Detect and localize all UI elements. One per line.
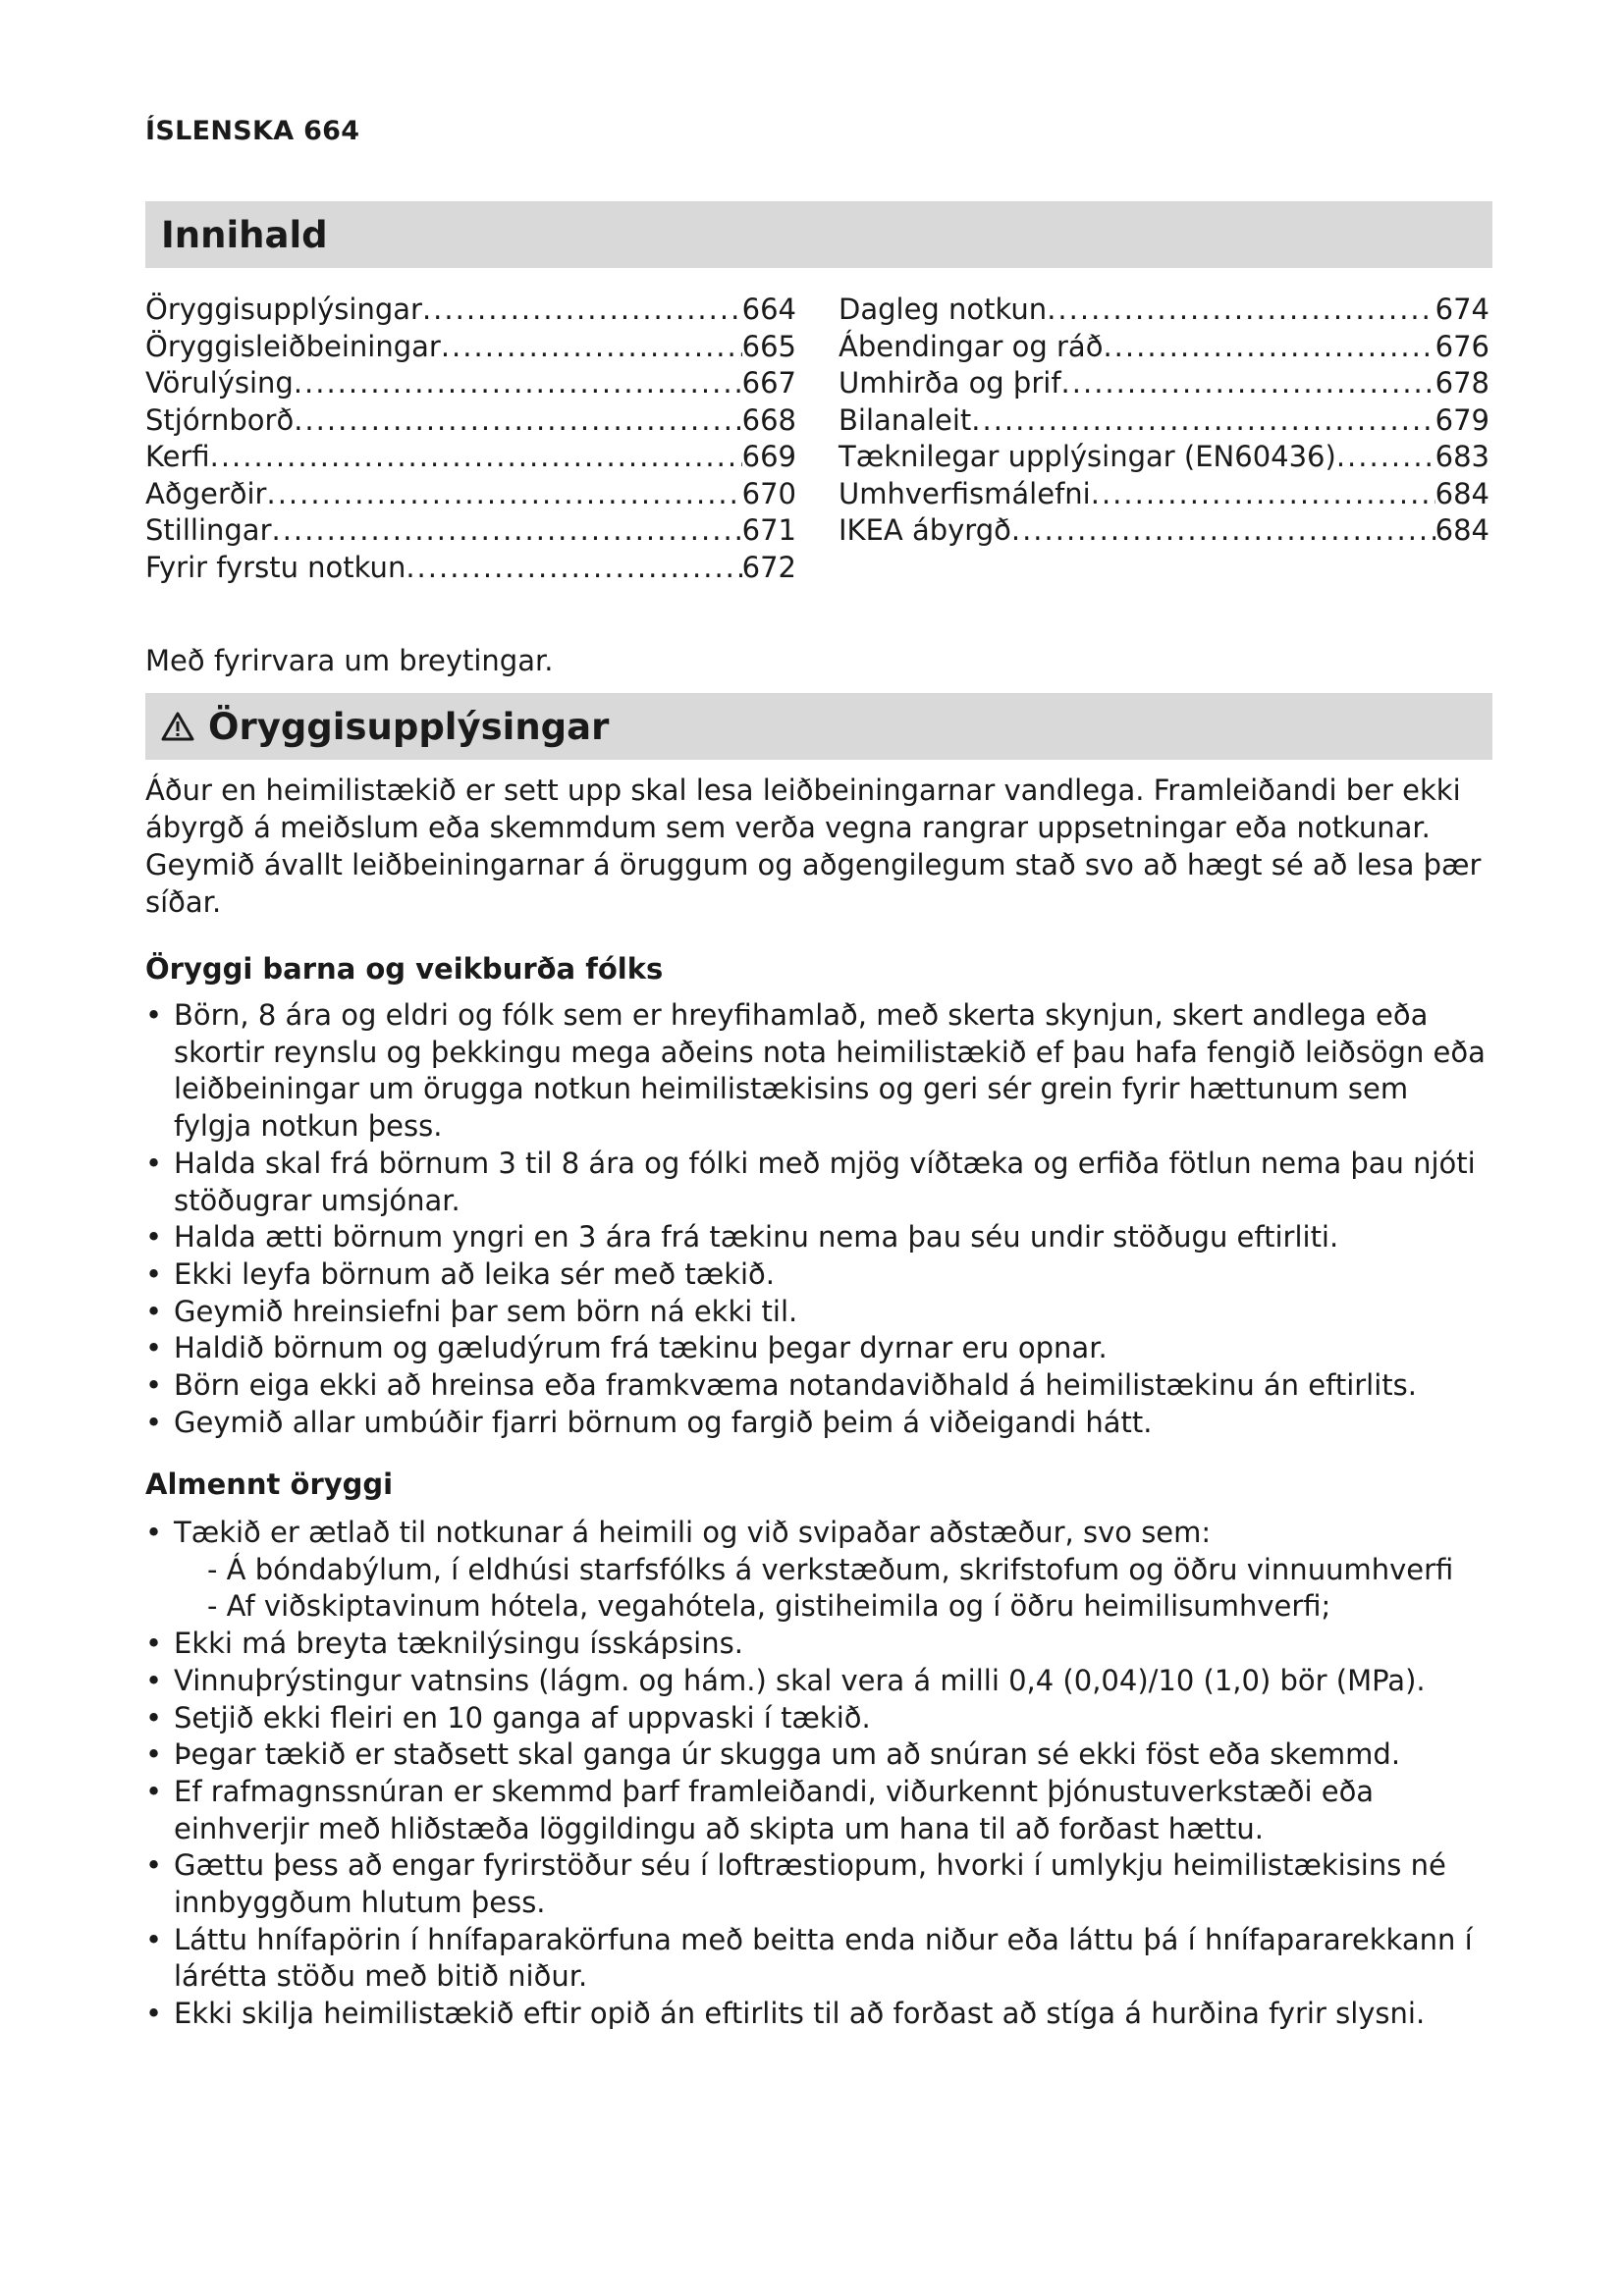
bullet-icon: •: [145, 1627, 163, 1661]
bullet-icon: •: [145, 1220, 163, 1255]
toc-entry[interactable]: [839, 512, 1489, 550]
toc-entry-title: Vörulýsing: [145, 366, 294, 400]
list-sub-item: - Af viðskiptavinum hótela, vegahótela, gistiheimila og í öðru heimilisumhverfi;: [207, 1589, 1331, 1624]
bullet-icon: •: [145, 1774, 163, 1808]
bullet-icon: •: [145, 1256, 163, 1291]
toc-entry[interactable]: [145, 402, 796, 440]
toc-entry-page: 669: [741, 440, 796, 473]
toc-entry-page: 671: [741, 513, 796, 547]
toc-leader-dots: [1103, 329, 1435, 366]
toc-leader-dots: [1336, 439, 1435, 476]
toc-leader-dots: [1091, 476, 1435, 513]
toc-entry-title: Fyrir fyrstu notkun: [145, 550, 406, 584]
toc-entry-page: 667: [741, 366, 796, 400]
toc-entry[interactable]: [145, 329, 796, 366]
bullet-icon: •: [145, 998, 163, 1032]
list-item: [145, 1330, 1492, 1367]
toc-entry-page: 672: [741, 550, 796, 584]
safety-title: Öryggisupplýsingar: [208, 705, 610, 748]
list-item-text: Ekki skilja heimilistækið eftir opið án eftirlits til að forðast að stíga á hurðina fyrir slysni.: [174, 1997, 1426, 2031]
toc-entry[interactable]: [145, 512, 796, 550]
toc-leader-dots: [210, 439, 742, 476]
bullet-icon: •: [145, 1700, 163, 1735]
toc-entry[interactable]: [839, 292, 1489, 329]
list-item: [145, 1219, 1492, 1256]
toc-leader-dots: [406, 550, 741, 587]
toc-entry-title: Stjórnborð: [145, 402, 295, 437]
children-safety-heading: Öryggi barna og veikburða fólks: [145, 952, 664, 986]
list-item: [145, 1515, 1492, 1626]
toc-entry-page: 684: [1435, 513, 1489, 547]
toc-entry[interactable]: [145, 476, 796, 513]
toc-heading-bar: [145, 201, 1492, 268]
bullet-icon: •: [145, 1368, 163, 1403]
toc-entry[interactable]: [839, 476, 1489, 513]
toc-entry-page: 679: [1435, 402, 1489, 437]
toc-entry-title: Öryggisupplýsingar: [145, 293, 422, 326]
toc-left-column: [145, 292, 796, 586]
toc-entry-title: Ábendingar og ráð: [839, 329, 1104, 363]
list-item-text: Geymið allar umbúðir fjarri börnum og fargið þeim á viðeigandi hátt.: [174, 1405, 1153, 1439]
bullet-icon: •: [145, 1331, 163, 1365]
bullet-icon: •: [145, 1405, 163, 1439]
toc-entry-title: Öryggisleiðbeiningar: [145, 329, 441, 363]
list-item-text: Þegar tækið er staðsett skal ganga úr skugga um að snúran sé ekki föst eða skemmd.: [174, 1737, 1401, 1772]
list-item-text: Setjið ekki fleiri en 10 ganga af uppvaski í tækið.: [174, 1700, 871, 1735]
toc-entry[interactable]: [145, 439, 796, 476]
toc-leader-dots: [1011, 512, 1435, 550]
list-item: [145, 1922, 1492, 1996]
toc-entry[interactable]: [145, 365, 796, 402]
toc-entry-title: IKEA ábyrgð: [839, 513, 1011, 547]
children-safety-list: [145, 997, 1492, 1441]
list-item: [145, 1367, 1492, 1405]
list-item-text: Halda ætti börnum yngri en 3 ára frá tækinu nema þau séu undir stöðugu eftirliti.: [174, 1220, 1339, 1255]
list-item: [145, 1700, 1492, 1737]
running-head: ÍSLENSKA 664: [145, 116, 360, 146]
bullet-icon: •: [145, 1737, 163, 1772]
toc-leader-dots: [294, 365, 742, 402]
toc-entry-page: 684: [1435, 476, 1489, 510]
list-item-text: Haldið börnum og gæludýrum frá tækinu þegar dyrnar eru opnar.: [174, 1331, 1108, 1365]
list-item: [145, 1626, 1492, 1663]
toc-entry-page: 683: [1435, 440, 1489, 473]
toc-entry[interactable]: [839, 329, 1489, 366]
disclaimer-text: Með fyrirvara um breytingar.: [145, 644, 554, 677]
list-item-text: Geymið hreinsiefni þar sem börn ná ekki til.: [174, 1294, 798, 1328]
list-item-text: Ekki má breyta tæknilýsingu ísskápsins.: [174, 1627, 743, 1661]
list-item: [145, 1405, 1492, 1442]
general-safety-heading: Almennt öryggi: [145, 1468, 394, 1501]
list-item-text: Halda skal frá börnum 3 til 8 ára og fólki með mjög víðtæka og erfiða fötlun nema þau njóti stöðugrar umsjónar.: [174, 1146, 1476, 1217]
list-item: [145, 1996, 1492, 2033]
toc-entry[interactable]: [839, 439, 1489, 476]
toc-entry-page: 668: [741, 402, 796, 437]
toc-entry[interactable]: [145, 292, 796, 329]
list-item: [145, 1663, 1492, 1700]
toc-entry-title: Stillingar: [145, 513, 272, 547]
bullet-icon: •: [145, 1848, 163, 1883]
toc-entry-page: 676: [1435, 329, 1489, 363]
list-item-text: Börn eiga ekki að hreinsa eða framkvæma notandaviðhald á heimilistækinu án eftirlits.: [174, 1368, 1417, 1403]
toc-entry-title: Kerfi: [145, 440, 210, 473]
toc-entry-title: Dagleg notkun: [839, 293, 1048, 326]
toc-entry-page: 664: [741, 293, 796, 326]
toc-leader-dots: [272, 512, 742, 550]
bullet-icon: •: [145, 1294, 163, 1328]
toc-entry-title: Umhverfismálefni: [839, 476, 1091, 510]
list-item-text: Vinnuþrýstingur vatnsins (lágm. og hám.) skal vera á milli 0,4 (0,04)/10 (1,0) bör (MPa).: [174, 1663, 1426, 1697]
list-item: [145, 1146, 1492, 1219]
toc-entry-page: 670: [741, 476, 796, 510]
toc-title: Innihald: [161, 213, 328, 256]
list-item: [145, 1256, 1492, 1294]
bullet-icon: •: [145, 1663, 163, 1697]
list-item: [145, 1847, 1492, 1921]
toc-leader-dots: [294, 402, 741, 440]
bullet-icon: •: [145, 1146, 163, 1180]
list-item: [145, 997, 1492, 1146]
toc-entry-page: 674: [1435, 293, 1489, 326]
list-item: [145, 1774, 1492, 1847]
toc-entry[interactable]: [839, 402, 1489, 440]
toc-entry-title: Aðgerðir: [145, 476, 267, 510]
toc-entry-page: 678: [1435, 366, 1489, 400]
toc-entry-title: Tæknilegar upplýsingar (EN60436): [839, 440, 1336, 473]
bullet-icon: •: [145, 1922, 163, 1956]
general-safety-list: [145, 1515, 1492, 2033]
list-item: [145, 1294, 1492, 1331]
toc-leader-dots: [266, 476, 741, 513]
list-sub-item: - Á bóndabýlum, í eldhúsi starfsfólks á verkstæðum, skrifstofum og öðru vinnuumhverfi: [207, 1552, 1454, 1586]
toc-entry-title: Bilanaleit: [839, 402, 972, 437]
list-item-text: Ef rafmagnssnúran er skemmd þarf framleiðandi, viðurkennt þjónustuverkstæði eða einhverjir með hliðstæða löggildingu að skipta um hana til að forðast hættu.: [174, 1774, 1375, 1845]
toc-entry-page: 665: [741, 329, 796, 363]
list-item-text: Tækið er ætlað til notkunar á heimili og við svipaðar aðstæður, svo sem:: [174, 1516, 1212, 1549]
list-item-text: Láttu hnífapörin í hnífaparakörfuna með beitta enda niður eða láttu þá í hnífapararekkann í lárétta stöðu með bitið niður.: [174, 1922, 1473, 1994]
toc-entry-title: Umhirða og þrif: [839, 366, 1061, 400]
toc-leader-dots: [441, 329, 742, 366]
toc-leader-dots: [971, 402, 1435, 440]
toc-leader-dots: [1061, 365, 1435, 402]
safety-heading-bar: [145, 693, 1492, 760]
toc-right-column: [839, 292, 1489, 550]
bullet-icon: •: [145, 1516, 163, 1549]
list-item-text: Börn, 8 ára og eldri og fólk sem er hreyfihamlað, með skerta skynjun, skert andlega eða skortir reynslu og þekkingu mega aðeins nota heimilistækið ef þau hafa fengið leiðsögn eða leiðbeiningar um örugga notkun heimilistækisins og geri sér grein fyrir hættunum sem fylgja notkun þess.: [174, 998, 1486, 1144]
toc-leader-dots: [1047, 292, 1435, 329]
bullet-icon: •: [145, 1997, 163, 2031]
list-item-text: Ekki leyfa börnum að leika sér með tækið.: [174, 1256, 776, 1291]
list-item: [145, 1736, 1492, 1774]
toc-entry[interactable]: [839, 365, 1489, 402]
safety-intro-paragraph: Áður en heimilistækið er sett upp skal lesa leiðbeiningarnar vandlega. Framleiðandi ber ekki ábyrgð á meiðslum eða skemmdum sem verða vegna rangrar uppsetningar eða notkunar. Geymið ávallt leiðbeiningarnar á öruggum og aðgengilegum stað svo að hægt sé að lesa þær síðar.: [145, 774, 1482, 919]
list-item-text: Gættu þess að engar fyrirstöður séu í loftræstiopum, hvorki í umlykju heimilistækisins né innbyggðum hlutum þess.: [174, 1848, 1446, 1920]
warning-triangle-icon: [161, 711, 194, 742]
toc-entry[interactable]: [145, 550, 796, 587]
toc-leader-dots: [422, 292, 742, 329]
